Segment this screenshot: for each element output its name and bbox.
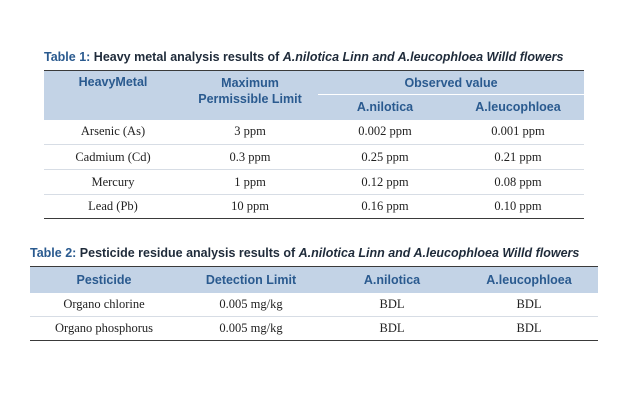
cell-pesticide: Organo phosphorus	[30, 317, 178, 341]
cell-limit: 1 ppm	[182, 170, 318, 195]
table1-caption-and: and	[368, 50, 398, 64]
table2-caption-end: flowers	[532, 246, 580, 260]
cell-limit: 0.3 ppm	[182, 145, 318, 170]
heavy-metal-table	[44, 70, 584, 219]
table-row	[44, 170, 584, 195]
header-leucophloea: A.leucophloea	[460, 267, 598, 293]
table2-caption-and: and	[384, 246, 414, 260]
header-nilotica: A.nilotica	[318, 95, 452, 120]
cell-leucophloea: 0.001 ppm	[452, 120, 584, 145]
cell-limit: 10 ppm	[182, 195, 318, 219]
cell-nilotica: 0.16 ppm	[318, 195, 452, 219]
header-leucophloea: A.leucophloea	[452, 95, 584, 120]
header-nilotica: A.nilotica	[324, 267, 460, 293]
header-max-limit-line1: Maximum	[221, 76, 279, 90]
table1-caption-label: Table 1:	[44, 50, 91, 64]
cell-pesticide: Organo chlorine	[30, 293, 178, 317]
table1-caption-species2: A.leucophloea Willd	[397, 50, 517, 64]
table2-caption	[30, 246, 579, 260]
cell-leucophloea: 0.10 ppm	[452, 195, 584, 219]
cell-leucophloea: BDL	[460, 293, 598, 317]
table-row	[30, 317, 598, 341]
cell-detection: 0.005 mg/kg	[178, 293, 324, 317]
header-max-limit-line2: Permissible Limit	[198, 92, 302, 106]
table2-caption-text: Pesticide residue analysis results of	[76, 246, 299, 260]
cell-metal: Arsenic (As)	[44, 120, 182, 145]
cell-metal: Mercury	[44, 170, 182, 195]
cell-metal: Cadmium (Cd)	[44, 145, 182, 170]
table2-caption-species2: A.leucophloea Willd	[413, 246, 533, 260]
table-row	[44, 145, 584, 170]
cell-leucophloea: 0.08 ppm	[452, 170, 584, 195]
cell-metal: Lead (Pb)	[44, 195, 182, 219]
header-observed-value: Observed value	[318, 71, 584, 95]
table-row	[44, 195, 584, 219]
table2-caption-species1: A.nilotica Linn	[298, 246, 385, 260]
cell-detection: 0.005 mg/kg	[178, 317, 324, 341]
cell-nilotica: BDL	[324, 317, 460, 341]
table-row	[30, 293, 598, 317]
header-pesticide: Pesticide	[30, 267, 178, 293]
table2-caption-label: Table 2:	[30, 246, 77, 260]
cell-nilotica: BDL	[324, 293, 460, 317]
pesticide-table	[30, 266, 598, 341]
cell-leucophloea: BDL	[460, 317, 598, 341]
header-max-limit	[182, 71, 318, 120]
table1-caption	[44, 50, 564, 64]
header-detection-limit: Detection Limit	[178, 267, 324, 293]
table-row	[44, 120, 584, 145]
cell-nilotica: 0.12 ppm	[318, 170, 452, 195]
cell-nilotica: 0.25 ppm	[318, 145, 452, 170]
table1-caption-text: Heavy metal analysis results of	[90, 50, 283, 64]
cell-nilotica: 0.002 ppm	[318, 120, 452, 145]
cell-limit: 3 ppm	[182, 120, 318, 145]
table1-caption-end: flowers	[516, 50, 564, 64]
cell-leucophloea: 0.21 ppm	[452, 145, 584, 170]
header-heavy-metal: HeavyMetal	[44, 71, 182, 120]
table1-caption-species1: A.nilotica Linn	[282, 50, 369, 64]
